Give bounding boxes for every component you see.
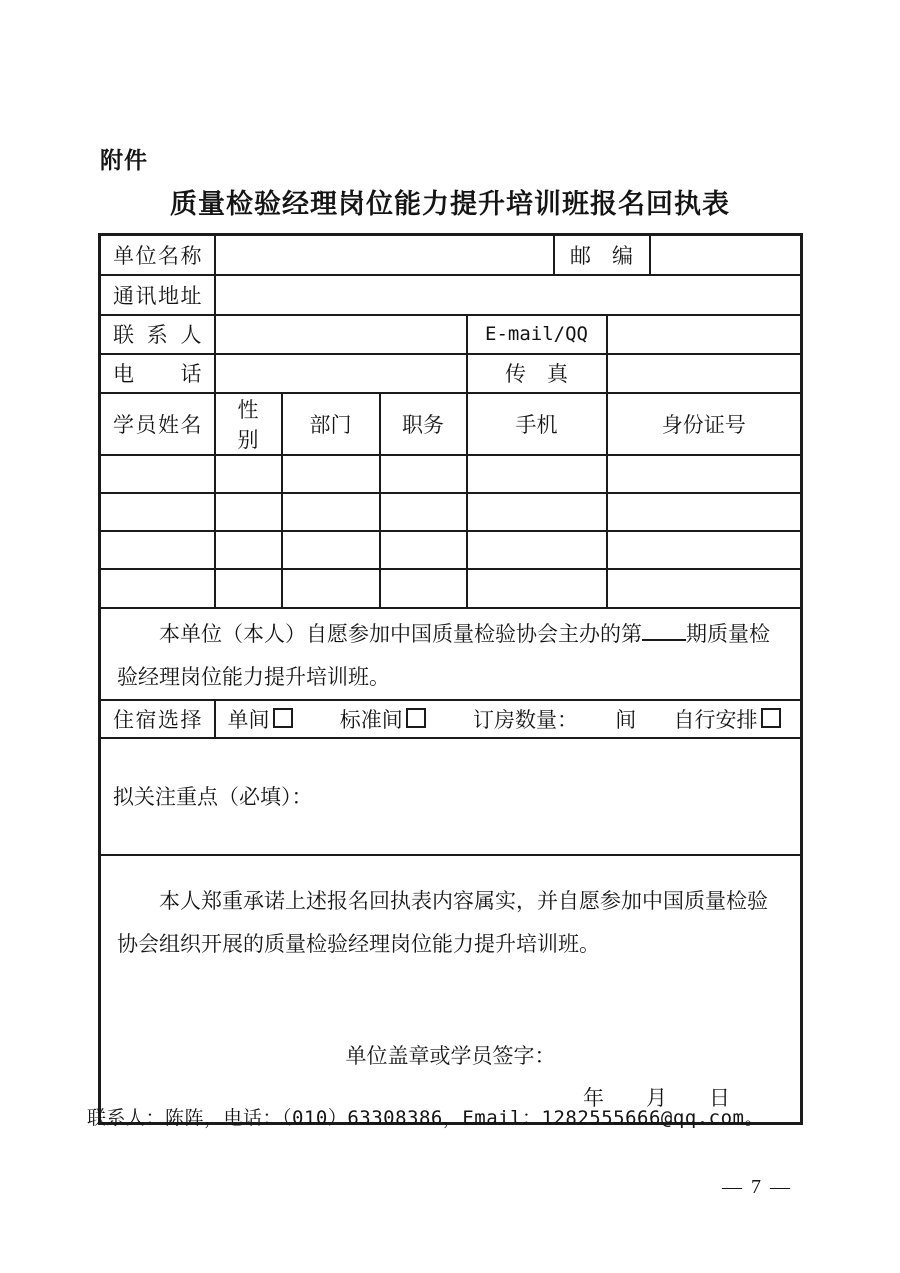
phone-label: 电话	[100, 354, 215, 393]
address-label: 通讯地址	[100, 275, 215, 315]
single-room-checkbox	[273, 708, 293, 728]
row-address	[100, 275, 802, 315]
phone-field	[215, 354, 467, 393]
roster-header-position: 职务	[380, 393, 467, 455]
contact-person-label: 联系人	[100, 315, 215, 354]
contact-footer: 联系人：陈阵，电话：（010）63308386，Email：1282555666@qq.com。	[87, 1107, 764, 1129]
lodging-option-self-arranged	[674, 704, 781, 734]
fax-field	[607, 354, 802, 393]
row-phone	[100, 354, 802, 393]
roster-header-id-number: 身份证号	[607, 393, 802, 455]
participation-text-after: 期质量检验经理岗位能力提升培训班。	[117, 621, 770, 689]
row-commitment	[100, 855, 802, 1124]
roster-cell-gender	[215, 455, 282, 493]
roster-empty-row	[100, 569, 802, 608]
roster-header-gender: 性别	[215, 393, 282, 455]
roster-cell-department	[282, 531, 380, 569]
focus-field	[100, 738, 802, 855]
roster-cell-gender	[215, 569, 282, 608]
row-unit-name	[100, 235, 802, 275]
commitment-statement: 本人郑重承诺上述报名回执表内容属实，并自愿参加中国质量检验协会组织开展的质量检验经理岗位能力提升培训班。	[117, 888, 768, 956]
roster-cell-mobile	[467, 569, 607, 608]
address-field	[215, 275, 802, 315]
email-qq-label: E-mail/QQ	[467, 315, 607, 354]
fax-label: 传 真	[467, 354, 607, 393]
roster-cell-id-number	[607, 493, 802, 531]
participation-statement	[113, 609, 788, 699]
single-room-label: 单间	[227, 707, 270, 732]
page-number: — 7 —	[722, 1176, 792, 1198]
self-arranged-label: 自行安排	[673, 707, 758, 732]
roster-cell-department	[282, 569, 380, 608]
roster-cell-name	[100, 531, 215, 569]
roster-cell-gender	[215, 493, 282, 531]
roster-cell-name	[100, 493, 215, 531]
roster-cell-name	[100, 569, 215, 608]
unit-name-field	[215, 235, 554, 275]
contact-person-field	[215, 315, 467, 354]
lodging-option-single	[228, 704, 293, 734]
date-line: 年 月 日	[583, 1085, 730, 1110]
standard-room-label: 标准间	[339, 707, 403, 732]
roster-cell-department	[282, 455, 380, 493]
roster-cell-position	[380, 455, 467, 493]
row-roster-header	[100, 393, 802, 455]
roster-cell-id-number	[607, 569, 802, 608]
postal-code-field	[650, 235, 802, 275]
roster-cell-gender	[215, 531, 282, 569]
roster-cell-id-number	[607, 455, 802, 493]
roster-cell-name	[100, 455, 215, 493]
roster-empty-row	[100, 493, 802, 531]
roster-cell-position	[380, 493, 467, 531]
signature-label: 单位盖章或学员签字：	[345, 1043, 556, 1068]
row-participation	[100, 608, 802, 700]
roster-header-name: 学员姓名	[100, 393, 215, 455]
unit-name-label: 单位名称	[100, 235, 215, 275]
row-focus	[100, 738, 802, 855]
row-lodging	[100, 700, 802, 738]
roster-cell-mobile	[467, 531, 607, 569]
session-number-blank	[642, 618, 686, 641]
lodging-label: 住宿选择	[100, 700, 215, 738]
roster-header-department: 部门	[282, 393, 380, 455]
roster-header-mobile: 手机	[467, 393, 607, 455]
roster-cell-position	[380, 531, 467, 569]
page-title: 质量检验经理岗位能力提升培训班报名回执表	[170, 189, 730, 219]
booking-quantity-unit: 间	[615, 707, 637, 732]
registration-form-table	[98, 233, 803, 1125]
lodging-option-standard	[340, 704, 426, 734]
booking-quantity-label: 订房数量：	[473, 707, 578, 732]
focus-label: 拟关注重点（必填）：	[113, 785, 313, 809]
attachment-label: 附件	[100, 147, 148, 173]
roster-empty-row	[100, 455, 802, 493]
postal-code-label: 邮 编	[554, 235, 650, 275]
participation-text-before: 本单位（本人）自愿参加中国质量检验协会主办的第	[159, 621, 642, 646]
row-contact	[100, 315, 802, 354]
roster-cell-department	[282, 493, 380, 531]
standard-room-checkbox	[406, 708, 426, 728]
email-qq-field	[607, 315, 802, 354]
roster-cell-id-number	[607, 531, 802, 569]
roster-cell-mobile	[467, 493, 607, 531]
roster-cell-position	[380, 569, 467, 608]
self-arranged-checkbox	[761, 708, 781, 728]
roster-empty-row	[100, 531, 802, 569]
roster-cell-mobile	[467, 455, 607, 493]
